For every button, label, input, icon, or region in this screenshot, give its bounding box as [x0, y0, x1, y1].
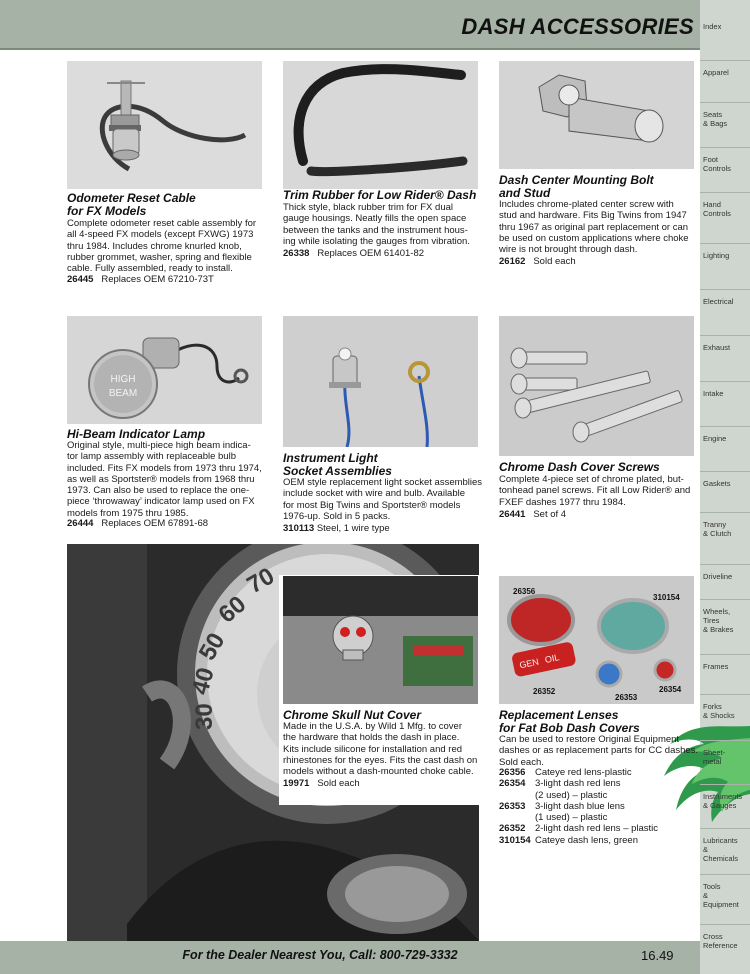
sidebar-tab[interactable]: Driveline — [703, 572, 733, 581]
trim-part-line — [283, 248, 424, 259]
odometer-cable-photo — [67, 61, 262, 189]
lenses-photo — [499, 576, 694, 704]
sidebar-tab[interactable]: Hand Controls — [703, 200, 731, 218]
sidebar-divider — [700, 924, 750, 925]
sidebar-tab[interactable]: Tools & Equipment — [703, 882, 739, 909]
sidebar-divider — [700, 381, 750, 382]
sidebar-tab[interactable]: Intake — [703, 389, 724, 398]
skull-nut-photo — [283, 576, 478, 704]
sidebar-tab[interactable]: Apparel — [703, 68, 729, 77]
lens-item: 310154 Cateye dash lens, green — [499, 834, 638, 846]
socket-part-line — [283, 523, 390, 534]
odometer-description: Complete odometer reset cable assembly for all 4-speed FX models (except FXWG) 1973 thru 1984. Includes chrome knurled knob, rubber grommet, washer, spring and flexible cable. Fully assembled, ready to install. — [67, 218, 257, 275]
lamp-label-beam: BEAM — [108, 388, 138, 399]
sidebar-tab[interactable]: Exhaust — [703, 343, 731, 352]
sidebar-divider — [700, 564, 750, 565]
bolt-part-line — [499, 256, 576, 267]
speedo-30: 30 — [191, 703, 218, 730]
lens-label-26354: 26354 — [659, 685, 682, 694]
sidebar-tab[interactable]: Lubricants & Chemicals — [703, 836, 739, 863]
sidebar-tab[interactable]: Foot Controls — [703, 155, 731, 173]
sidebar-tab[interactable]: Index — [703, 22, 722, 31]
sidebar-divider — [700, 512, 750, 513]
lens-item: 26353 3-light dash blue lens (1 used) – plastic — [499, 800, 625, 824]
sidebar-tab[interactable]: Sheet- metal — [703, 748, 726, 766]
sidebar-tab[interactable]: Tranny & Clutch — [703, 520, 732, 538]
sidebar-divider — [700, 654, 750, 655]
screws-part-line — [499, 509, 566, 520]
lens-item: 26356 Cateye red lens-plastic — [499, 767, 632, 778]
sidebar-divider — [700, 60, 750, 61]
sidebar-divider — [700, 471, 750, 472]
lens-label-26352: 26352 — [533, 687, 556, 696]
bolt-description: Includes chrome-plated center screw with stud and hardware. Fits Big Twins from 1947 thru 1967 as original part replacement or can be used on custom applications where choke wire is not brought through dash. — [499, 199, 689, 256]
sidebar-tab[interactable]: Frames — [703, 662, 729, 671]
lenses-title: Replacement Lenses for Fat Bob Dash Covers — [499, 708, 640, 735]
sidebar-divider — [700, 874, 750, 875]
sidebar-divider — [700, 828, 750, 829]
hi-beam-part-line — [67, 518, 208, 529]
lens-label-310154: 310154 — [653, 593, 680, 602]
trim-part-desc: Replaces OEM 61401-82 — [317, 248, 425, 259]
skull-title: Chrome Skull Nut Cover — [283, 708, 422, 722]
screws-title: Chrome Dash Cover Screws — [499, 460, 660, 474]
page-title: DASH ACCESSORIES — [461, 14, 694, 39]
page-number: 16.49 — [641, 948, 674, 963]
lens-item: 26354 3-light dash red lens (2 used) – plastic — [499, 778, 621, 801]
lamp-label-high: HIGH — [110, 374, 136, 385]
socket-part-number: 310113 — [283, 523, 315, 534]
sidebar-tab[interactable]: Lighting — [703, 251, 730, 260]
bolt-title: Dash Center Mounting Bolt and Stud — [499, 173, 654, 200]
speedo-60: 60 — [213, 590, 252, 629]
hi-beam-part-number: 26444 — [67, 518, 94, 529]
sidebar-tab[interactable]: Wheels, Tires & Brakes — [703, 607, 734, 634]
lens-gen-text: GEN — [518, 656, 540, 671]
sidebar-tab[interactable]: Electrical — [703, 297, 734, 306]
screws-description: Complete 4-piece set of chrome plated, but- tonhead panel screws. Fit all Low Rider® and FXEF dashes 1977 thru 1984. — [499, 474, 691, 508]
odometer-part-desc: Replaces OEM 67210-73T — [101, 274, 214, 285]
sidebar-divider — [700, 599, 750, 600]
socket-part-desc: Steel, 1 wire type — [316, 523, 390, 534]
hi-beam-description: Original style, multi-piece high beam indica- tor lamp assembly with replaceable bulb included. Fits FX models from 1973 thru 1974, as well as Sportster® models from 1968 thru 1973. Can also be used to replace the one- piece ‘throwaway’ indicator lamp used on FX models from 1975 thru 1985. — [67, 440, 262, 519]
screws-part-number: 26441 — [499, 509, 526, 520]
trim-title: Trim Rubber for Low Rider® Dash — [283, 188, 477, 202]
sidebar-tab[interactable]: Seats & Bags — [703, 110, 728, 128]
sidebar-divider — [700, 335, 750, 336]
socket-description: OEM style replacement light socket assemblies include socket with wire and bulb. Available for most Big Twins and Sportster® models 1976-up. Sold in 5 packs. — [283, 477, 483, 522]
sidebar-divider — [700, 192, 750, 193]
screws-part-desc: Set of 4 — [533, 509, 567, 520]
sidebar-divider — [700, 243, 750, 244]
speedo-70: 70 — [242, 562, 280, 600]
lenses-part-list — [499, 767, 699, 846]
skull-part-line — [283, 778, 360, 789]
bolt-part-number: 26162 — [499, 256, 526, 267]
trim-part-number: 26338 — [283, 248, 310, 259]
sidebar-divider — [700, 426, 750, 427]
socket-title: Instrument Light Socket Assemblies — [283, 451, 392, 478]
sidebar-divider — [700, 147, 750, 148]
lens-label-26353: 26353 — [615, 693, 638, 702]
sidebar-tab[interactable]: Gaskets — [703, 479, 731, 488]
odometer-title: Odometer Reset Cable for FX Models — [67, 191, 196, 218]
sidebar-divider — [700, 740, 750, 741]
lens-label-26356: 26356 — [513, 587, 536, 596]
sidebar-tab[interactable]: Cross Reference — [703, 932, 738, 950]
lens-item: 26352 2-light dash red lens – plastic — [499, 823, 659, 835]
trim-rubber-photo — [283, 61, 478, 189]
footer-dealer-text: For the Dealer Nearest You, Call: 800-729-3332 — [182, 948, 458, 962]
lenses-description: Can be used to restore Original Equipment dashes or as replacement parts for CC dashes. Sold each. — [499, 734, 699, 768]
header-rule — [0, 48, 700, 50]
sidebar-divider — [700, 694, 750, 695]
hi-beam-lamp-photo — [67, 316, 262, 424]
odometer-part-line — [67, 274, 214, 285]
skull-part-desc: Sold each — [317, 778, 360, 789]
skull-description: Made in the U.S.A. by Wild 1 Mfg. to cover the hardware that holds the dash in place. Kits include silicone for installation and red rhinestones for the eyes. Fits the cast dash on models without a dash-mounted choke cable. — [283, 721, 478, 778]
speedo-50: 50 — [193, 628, 231, 665]
dash-screws-photo — [499, 316, 694, 456]
sidebar-divider — [700, 102, 750, 103]
hi-beam-part-desc: Replaces OEM 67891-68 — [101, 518, 209, 529]
lens-oil-text: OIL — [543, 652, 561, 665]
hi-beam-title: Hi-Beam Indicator Lamp — [67, 427, 206, 441]
sidebar-tab[interactable]: Instruments & Gauges — [703, 792, 743, 810]
light-socket-photo — [283, 316, 478, 447]
sidebar-divider — [700, 784, 750, 785]
sidebar-tab[interactable]: Engine — [703, 434, 727, 443]
trim-description: Thick style, black rubber trim for FX dual gauge housings. Neatly fills the open space between the tanks and the instrument hous- ing while isolating the gauges from vibration. — [283, 202, 470, 247]
sidebar-tab[interactable]: Forks & Shocks — [703, 702, 735, 720]
odometer-part-number: 26445 — [67, 274, 94, 285]
mounting-bolt-photo — [499, 61, 694, 169]
speedo-40: 40 — [186, 664, 220, 698]
skull-part-number: 19971 — [283, 778, 310, 789]
sidebar-divider — [700, 289, 750, 290]
bolt-part-desc: Sold each — [533, 256, 576, 267]
